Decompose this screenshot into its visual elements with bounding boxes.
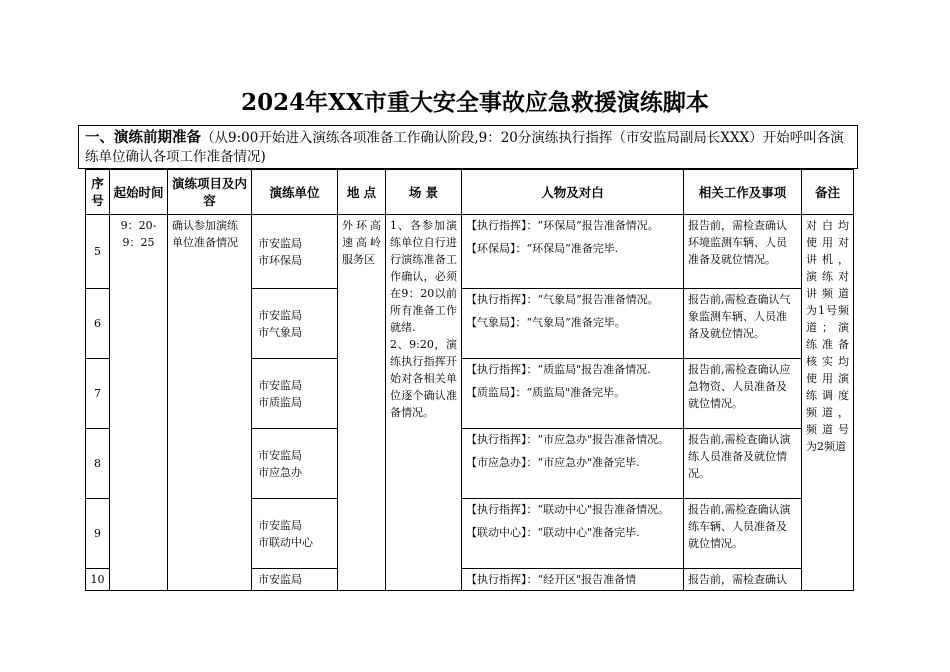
text-line: 市联动中心 [258,535,313,549]
table-row [86,215,854,289]
drill-time: 9：20-9：25 [110,215,168,591]
text-line: 市质监局 [258,395,302,409]
row-dialog [462,289,684,359]
row-work: 报告前,需检查确认气象监测车辆、人员准备及就位情况。 [684,289,802,359]
header-dialog: 人物及对白 [462,170,684,215]
row-unit [252,499,338,569]
row-dialog [462,499,684,569]
dialog-line: 【环保局】：“环保局”准备完毕. [466,242,619,255]
row-unit [252,215,338,289]
header-work: 相关工作及事项 [684,170,802,215]
row-unit [252,569,338,591]
drill-place: 外环高速高岭服务区 [338,215,386,591]
text-line: 市安监局 [258,518,302,532]
drill-item: 确认参加演练单位准备情况 [168,215,252,591]
row-dialog [462,429,684,499]
row-unit [252,359,338,429]
row-dialog [462,215,684,289]
header-unit: 演练单位 [252,170,338,215]
row-dialog [462,569,684,591]
table-body [86,215,854,591]
dialog-line: 【执行指挥】：“气象局”报告准备情况。 [466,293,659,306]
dialog-line: 【联动中心】：“联动中心"准备完毕. [466,526,640,539]
row-work: 报告前，需检查确认环境监测车辆、人员准备及就位情况。 [684,215,802,289]
text-line: 市应急办 [258,465,302,479]
section-text: （从9:00开始进入演练各项准备工作确认阶段,9：20分演练执行指挥（市安监局副局长XXX）开始呼叫各演练单位确认各项工作准备情况) [85,130,844,165]
section-heading: 一、演练前期准备 [85,129,201,146]
table-header-row [86,170,854,215]
row-work: 报告前,需检查确认演练人员准备及就位情况。 [684,429,802,499]
row-unit [252,289,338,359]
text-line: 市安监局 [258,308,302,322]
header-scene: 场 景 [386,170,462,215]
scene-line: 2、9:20，演练执行指挥开始对各相关单位逐个确认准备情况。 [390,338,457,419]
header-seq: 序号 [86,170,110,215]
dialog-line: 【执行指挥】：“联动中心"报告准备情况。 [466,503,670,516]
row-seq: 10 [86,569,110,591]
section-header [78,125,858,169]
row-seq: 9 [86,499,110,569]
text-line: 市安监局 [258,378,302,392]
row-seq: 5 [86,215,110,289]
drill-script-table [85,169,854,591]
text-line: 市气象局 [258,325,302,339]
row-work: 报告前,需检查确认应急物资、人员准备及就位情况。 [684,359,802,429]
drill-remark: 对白均使用对讲机，演练对讲频道为1号频道；演练准备核实均使用演练调度频道，频道号为2频道 [802,215,854,591]
text-line: 市环保局 [258,253,302,267]
header-place: 地 点 [338,170,386,215]
dialog-line: 【执行指挥】：“市应急办"报告准备情况。 [466,433,670,446]
dialog-line: 【执行指挥】：“质监局"报告准备情况. [466,363,651,376]
dialog-line: 【执行指挥】：“经开区"报告准备情 [466,573,637,586]
row-work: 报告前，需检查确认 [684,569,802,591]
scene-line: 1、各参加演练单位自行进行演练准备工作确认，必须在9：20以前所有准备工作就绪. [390,219,457,334]
row-dialog [462,359,684,429]
document-title: 2024年XX市重大安全事故应急救援演练脚本 [241,89,709,116]
drill-scene [386,215,462,591]
dialog-line: 【气象局】：“气象局”准备完毕。 [466,316,626,329]
row-seq: 7 [86,359,110,429]
text-line: 市安监局 [258,448,302,462]
header-item: 演练项目及内容 [168,170,252,215]
header-remark: 备注 [802,170,854,215]
row-unit [252,429,338,499]
dialog-line: 【市应急办】：“市应急办"准备完毕. [466,456,640,469]
text-line: 市安监局 [258,573,302,586]
text-line: 市安监局 [258,236,302,250]
row-seq: 8 [86,429,110,499]
header-time: 起始时间 [110,170,168,215]
dialog-line: 【质监局】：“质监局"准备完毕。 [466,386,626,399]
row-work: 报告前,需检查确认演练车辆、人员准备及就位情况。 [684,499,802,569]
row-seq: 6 [86,289,110,359]
dialog-line: 【执行指挥】：“环保局”报告准备情况。 [466,219,659,232]
